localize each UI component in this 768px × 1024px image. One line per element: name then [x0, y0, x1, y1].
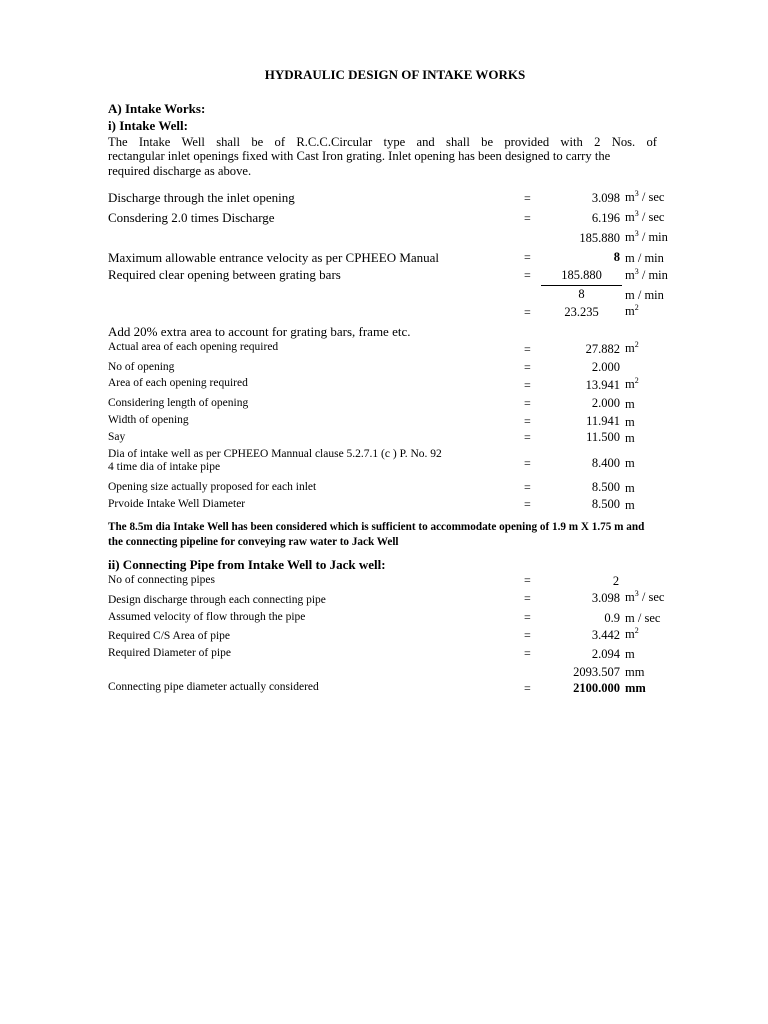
note-paragraph: [108, 520, 698, 549]
unit-mm: mm: [625, 665, 645, 679]
section-ii-heading: ii) Connecting Pipe from Intake Well to Jack well:: [108, 557, 386, 572]
unit-mm: mm: [625, 681, 646, 695]
unit-m2: $m^2$: [625, 302, 639, 318]
unit-m3-min: $m^3$ / min: [625, 266, 668, 282]
say-label: Say: [108, 431, 126, 443]
equals-sign: =: [524, 573, 531, 587]
equals-sign: =: [524, 305, 531, 319]
intro-line-1: The Intake Well shall be of R.C.C.Circular type and shall be provided with 2 Nos. of: [108, 135, 657, 149]
equals-sign: =: [524, 430, 531, 444]
velocity-value: 8: [613, 250, 620, 264]
discharge-label: Discharge through the inlet opening: [108, 190, 295, 205]
unit-m-min: m / min: [625, 288, 664, 302]
say-value: 11.500: [586, 430, 620, 444]
actual-area-label: Actual area of each opening required: [108, 341, 279, 353]
assumed-velocity-label: Assumed velocity of flow through the pipe: [108, 611, 306, 623]
required-area-label: Required C/S Area of pipe: [108, 630, 231, 642]
unit-m-sec: m / sec: [625, 611, 661, 625]
required-diameter-mm-value: 2093.507: [573, 665, 620, 679]
unit-m: m: [625, 415, 635, 429]
no-pipes-value: 2: [612, 574, 620, 588]
dia-intake-label-line-2: 4 time dia of intake pipe: [108, 461, 221, 473]
note-line-1: The 8.5m dia Intake Well has been considered which is sufficient to accommodate opening of 1.9 m X 1.75 m and: [108, 521, 645, 533]
equals-sign: =: [524, 610, 531, 624]
clear-opening-result: 23.235: [564, 305, 599, 319]
area-each-opening-value: 13.941: [585, 378, 620, 392]
unit-m: m: [625, 397, 635, 411]
section-i-heading: i) Intake Well:: [108, 118, 188, 133]
unit-m3-sec: $m^3$ / sec: [625, 208, 665, 224]
equals-sign: =: [524, 250, 531, 264]
equals-sign: =: [524, 360, 531, 374]
unit-m2: $m^2$: [625, 339, 639, 355]
length-opening-label: Considering length of opening: [108, 397, 249, 409]
opening-size-value: 8.500: [591, 480, 620, 494]
provide-diameter-value: 8.500: [591, 497, 620, 511]
equals-sign: =: [524, 681, 531, 695]
unit-m3-min: $m^3$ / min: [625, 228, 668, 244]
required-area-value: 3.442: [591, 628, 620, 642]
unit-m: m: [625, 647, 635, 661]
no-pipes-label: No of connecting pipes: [108, 574, 215, 586]
dia-intake-value: 8.400: [591, 456, 620, 470]
twice-discharge-label: Consdering 2.0 times Discharge: [108, 210, 275, 225]
fraction-denominator: 8: [578, 287, 585, 301]
fraction-line: [541, 285, 622, 286]
unit-m2: $m^2$: [625, 625, 639, 641]
actual-area-value: 27.882: [585, 342, 620, 356]
actual-diameter-label: Connecting pipe diameter actually considered: [108, 681, 319, 693]
note-line-2: the connecting pipeline for conveying raw water to Jack Well: [108, 535, 399, 548]
design-discharge-value: 3.098: [591, 591, 620, 605]
intro-line-3: required discharge as above.: [108, 163, 252, 178]
equals-sign: =: [524, 628, 531, 642]
provide-diameter-label: Prvoide Intake Well Diameter: [108, 498, 246, 510]
unit-m3-sec: $m^3$ / sec: [625, 588, 665, 604]
equals-sign: =: [524, 456, 531, 470]
fraction-numerator: 185.880: [561, 268, 602, 282]
width-opening-label: Width of opening: [108, 414, 189, 426]
equals-sign: =: [524, 591, 531, 605]
discharge-value: 3.098: [591, 191, 620, 205]
add-20-percent-label: Add 20% extra area to account for grating bars, frame etc.: [108, 324, 411, 339]
discharge-per-min-value: 185.880: [579, 231, 620, 245]
no-of-opening-value: 2.000: [591, 360, 620, 374]
equals-sign: =: [524, 268, 531, 282]
equals-sign: =: [524, 396, 531, 410]
equals-sign: =: [524, 480, 531, 494]
equals-sign: =: [524, 497, 531, 511]
width-opening-value: 11.941: [586, 414, 620, 428]
equals-sign: =: [524, 191, 531, 205]
unit-m2: $m^2$: [625, 375, 639, 391]
equals-sign: =: [524, 342, 531, 356]
length-opening-value: 2.000: [591, 396, 620, 410]
equals-sign: =: [524, 646, 531, 660]
equals-sign: =: [524, 211, 531, 225]
unit-m3-sec: $m^3$ / sec: [625, 188, 665, 204]
equals-sign: =: [524, 414, 531, 428]
unit-m: m: [625, 431, 635, 445]
opening-size-label: Opening size actually proposed for each inlet: [108, 481, 317, 493]
dia-intake-label-line-1: Dia of intake well as per CPHEEO Mannual clause 5.2.7.1 (c ) P. No. 92: [108, 448, 442, 460]
unit-m-min: m / min: [625, 251, 664, 265]
velocity-label: Maximum allowable entrance velocity as per CPHEEO Manual: [108, 250, 440, 265]
area-each-opening-label: Area of each opening required: [108, 377, 248, 389]
equals-sign: =: [524, 378, 531, 392]
unit-m: m: [625, 481, 635, 495]
intro-line-2: rectangular inlet openings fixed with Cast Iron grating. Inlet opening has been designed to carry the: [108, 149, 611, 164]
required-diameter-label: Required Diameter of pipe: [108, 647, 231, 659]
assumed-velocity-value: 0.9: [604, 611, 620, 625]
intro-paragraph: [108, 135, 657, 178]
actual-diameter-value: 2100.000: [573, 681, 620, 695]
twice-discharge-value: 6.196: [591, 211, 620, 225]
unit-m: m: [625, 456, 635, 470]
required-diameter-value: 2.094: [591, 647, 620, 661]
section-a-heading: A) Intake Works:: [108, 101, 206, 116]
design-discharge-label: Design discharge through each connecting pipe: [108, 594, 326, 606]
no-of-opening-label: No of opening: [108, 361, 175, 373]
unit-m: m: [625, 498, 635, 512]
document-title: HYDRAULIC DESIGN OF INTAKE WORKS: [264, 67, 526, 82]
clear-opening-label: Required clear opening between grating bars: [108, 267, 341, 282]
